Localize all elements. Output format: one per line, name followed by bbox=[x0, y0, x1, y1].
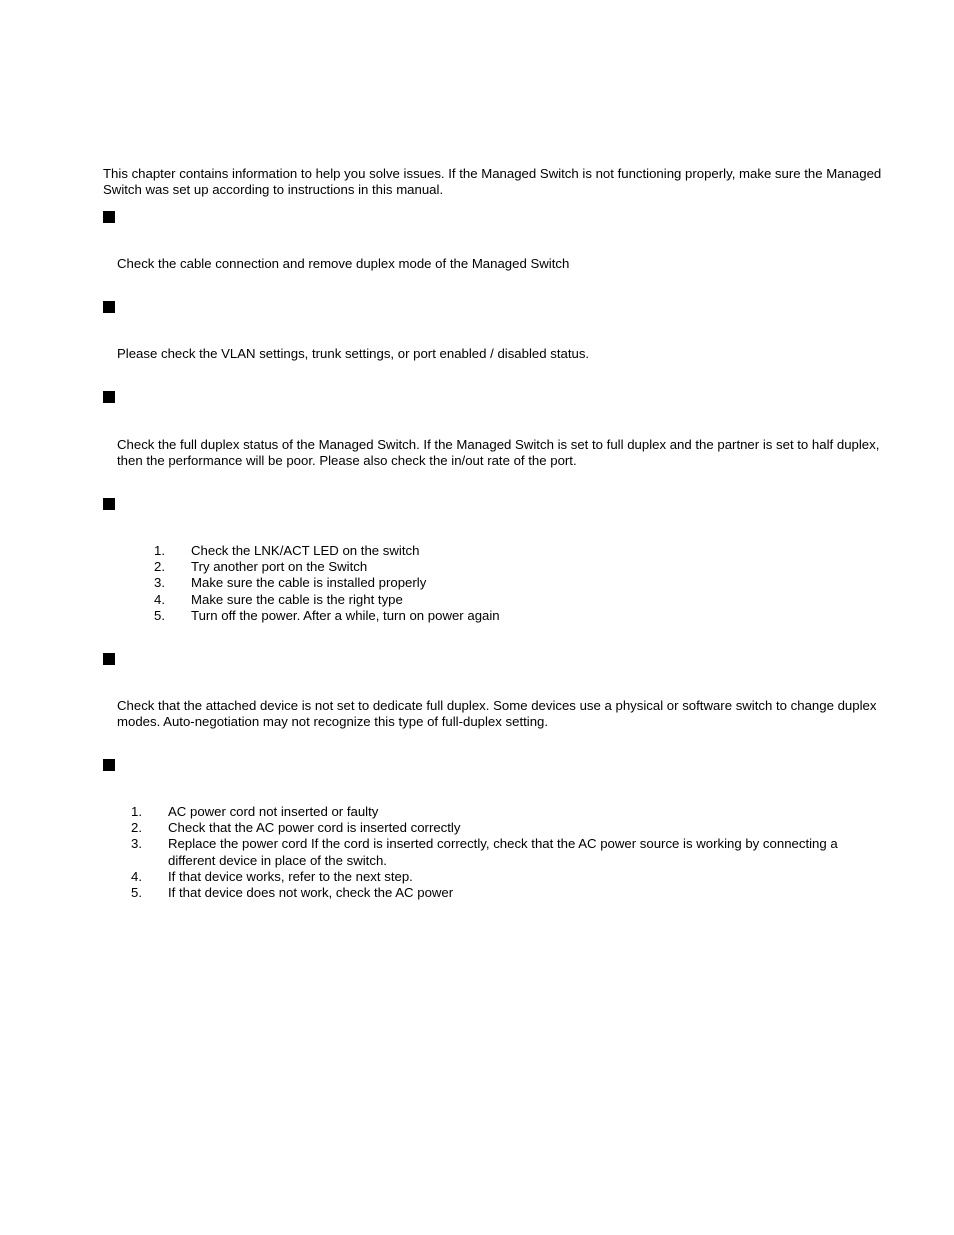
list-item bbox=[131, 804, 883, 820]
intro-paragraph: This chapter contains information to help you solve issues. If the Managed Switch is not functioning properly, make sure the Managed Switch was set up according to instructions in this manual. bbox=[103, 166, 882, 198]
list-item-number: 2. bbox=[131, 820, 142, 836]
list-item-text: If that device works, refer to the next step. bbox=[168, 868, 413, 884]
section-bullet bbox=[103, 211, 115, 223]
list-item-number: 2. bbox=[154, 559, 165, 575]
section-bullet bbox=[103, 498, 115, 510]
list-item-text: Check that the AC power cord is inserted correctly bbox=[168, 820, 461, 836]
list-item bbox=[154, 559, 500, 575]
list-item-number: 3. bbox=[131, 836, 142, 852]
list-item-text: Make sure the cable is the right type bbox=[191, 591, 403, 607]
section-3-text: Check the full duplex status of the Managed Switch. If the Managed Switch is set to full duplex and the partner is set to half duplex, then the performance will be poor. Please also check the in/out rate of the port. bbox=[117, 437, 880, 469]
list-item bbox=[131, 820, 883, 836]
list-item-number: 5. bbox=[131, 885, 142, 901]
list-item bbox=[154, 608, 500, 624]
list-item bbox=[154, 575, 500, 591]
list-item-text: Make sure the cable is installed properly bbox=[191, 575, 427, 591]
list-item-text: Check the LNK/ACT LED on the switch bbox=[191, 543, 420, 558]
list-item-number: 4. bbox=[154, 591, 165, 607]
section-bullet bbox=[103, 391, 115, 403]
list-item-number: 1. bbox=[154, 543, 165, 558]
list-item-number: 1. bbox=[131, 804, 142, 819]
section-bullet bbox=[103, 301, 115, 313]
list-item-text: If that device does not work, check the AC power bbox=[168, 885, 454, 901]
list-item-text: AC power cord not inserted or faulty bbox=[168, 804, 379, 819]
section-4-list bbox=[154, 543, 500, 624]
section-5-text: Check that the attached device is not set to dedicate full duplex. Some devices use a physical or software switch to change duplex modes. Auto-negotiation may not recognize this type of full-duplex setting. bbox=[117, 698, 877, 730]
list-item-number: 5. bbox=[154, 607, 165, 623]
section-1-text: Check the cable connection and remove duplex mode of the Managed Switch bbox=[117, 256, 570, 271]
list-item bbox=[131, 869, 883, 885]
list-item-number: 4. bbox=[131, 868, 142, 884]
list-item-text: Replace the power cord If the cord is inserted correctly, check that the AC power source is working by connecting a different device in place of the switch. bbox=[168, 836, 838, 868]
section-6-list bbox=[131, 804, 883, 901]
list-item bbox=[131, 885, 883, 901]
section-2-text: Please check the VLAN settings, trunk settings, or port enabled / disabled status. bbox=[117, 346, 590, 361]
list-item-text: Turn off the power. After a while, turn on power again bbox=[191, 607, 500, 623]
list-item bbox=[131, 836, 883, 868]
section-bullet bbox=[103, 653, 115, 665]
list-item-number: 3. bbox=[154, 575, 165, 591]
list-item bbox=[154, 543, 500, 559]
section-bullet bbox=[103, 759, 115, 771]
list-item bbox=[154, 592, 500, 608]
list-item-text: Try another port on the Switch bbox=[191, 559, 368, 575]
